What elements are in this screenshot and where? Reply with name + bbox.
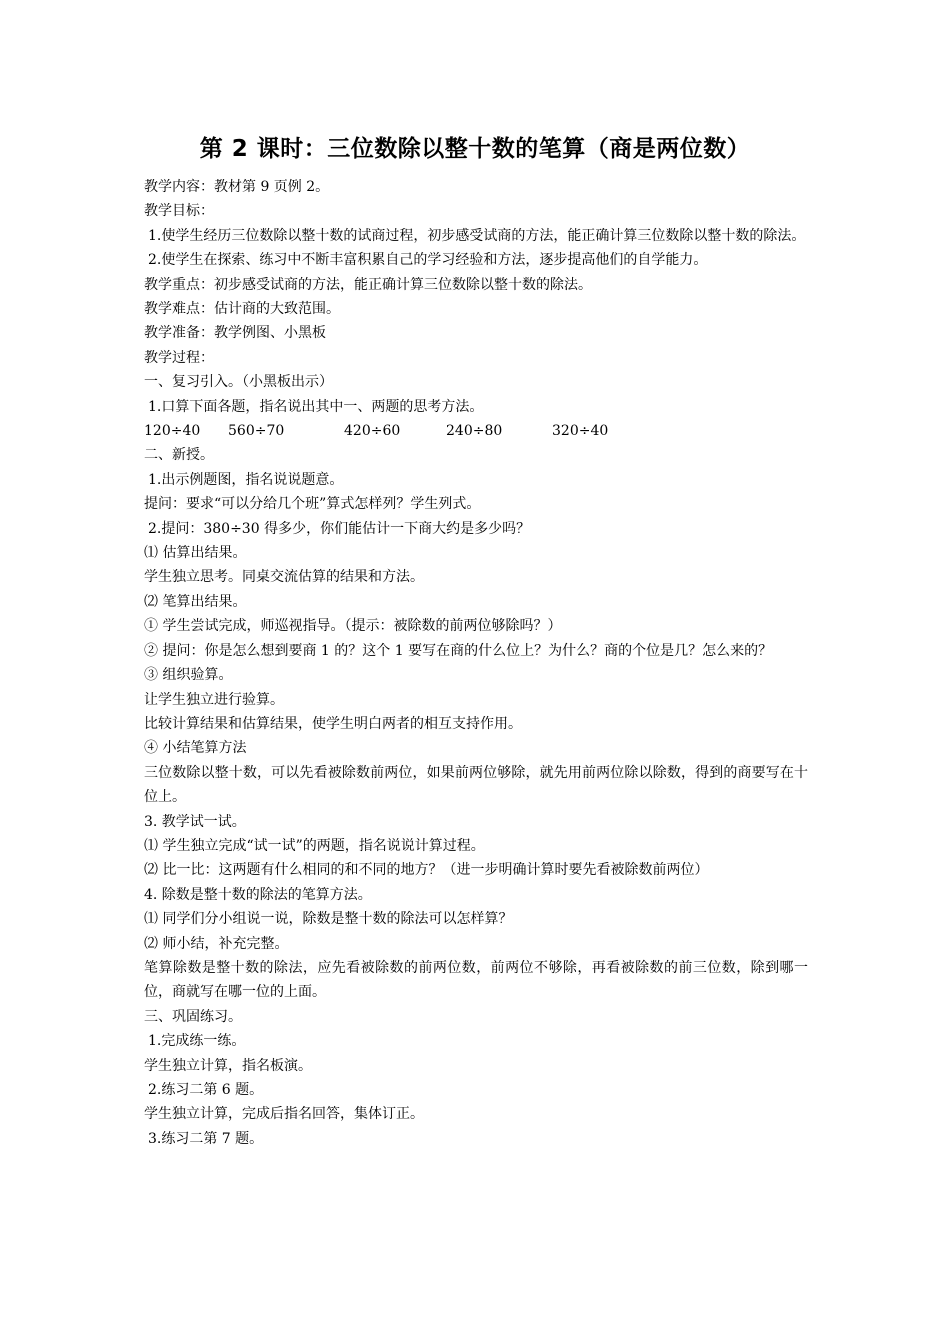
teaching-focus: 教学重点：初步感受试商的方法，能正确计算三位数除以整十数的除法。 — [144, 276, 592, 293]
paragraph-text: 学生独立计算，完成后指名回答，集体订正。 — [144, 1106, 424, 1123]
goal-2: 2.使学生在探索、练习中不断丰富积累自己的学习经验和方法，逐步提高他们的自学能力。 — [148, 252, 708, 269]
point-3: ③ 组织验算。 — [144, 667, 233, 684]
calc-item: 120÷40 — [144, 423, 201, 440]
new-step-2: 2.提问：380÷30 得多少，你们能估计一下商大约是多少吗？ — [148, 520, 531, 537]
goal-1: 1.使学生经历三位数除以整十数的试商过程，初步感受试商的方法，能正确计算三位数除以整十数的除法。 — [148, 227, 806, 244]
question-text: 提问：要求“可以分给几个班”算式怎样列？学生列式。 — [144, 496, 481, 513]
paragraph-text: 学生独立思考。同桌交流估算的结果和方法。 — [144, 569, 424, 586]
substep-written: ⑵ 笔算出结果。 — [144, 593, 247, 610]
method-paragraph: 笔算除数是整十数的除法，应先看被除数的前两位数，前两位不够除，再看被除数的前三位数，除到哪一位，商就写在哪一位的上面。 — [144, 959, 808, 1001]
substep-teacher-summary: ⑵ 师小结，补充完整。 — [144, 935, 289, 952]
substep-compare: ⑵ 比一比：这两题有什么相同的和不同的地方？（进一步明确计算时要先看被除数前两位） — [144, 862, 709, 879]
calc-item: 560÷70 — [228, 423, 285, 440]
calc-item: 320÷40 — [552, 423, 609, 440]
section-review: 一、复习引入。（小黑板出示） — [144, 374, 333, 391]
section-practice: 三、巩固练习。 — [144, 1008, 242, 1025]
section-new-lesson: 二、新授。 — [144, 447, 214, 464]
teaching-goals-heading: 教学目标： — [144, 203, 214, 220]
lesson-title: 第 2 课时：三位数除以整十数的笔算（商是两位数） — [199, 136, 751, 162]
teaching-preparation: 教学准备：教学例图、小黑板 — [144, 325, 326, 342]
summary-paragraph: 三位数除以整十数，可以先看被除数前两位，如果前两位够除，就先用前两位除以除数，得到的商要写在十位上。 — [144, 764, 808, 806]
paragraph-text: 让学生独立进行验算。 — [144, 691, 284, 708]
new-step-4: 4. 除数是整十数的除法的笔算方法。 — [144, 886, 372, 903]
oral-calculation-row — [144, 419, 808, 443]
substep-try: ⑴ 学生独立完成“试一试”的两题，指名说说计算过程。 — [144, 837, 485, 854]
new-step-1: 1.出示例题图，指名说说题意。 — [148, 471, 344, 488]
calc-item: 240÷80 — [446, 423, 503, 440]
paragraph-text: 学生独立计算，指名板演。 — [144, 1057, 312, 1074]
substep-estimate: ⑴ 估算出结果。 — [144, 545, 247, 562]
substep-discuss: ⑴ 同学们分小组说一说，除数是整十数的除法可以怎样算？ — [144, 911, 513, 928]
review-step-1: 1.口算下面各题，指名说出其中一、两题的思考方法。 — [148, 398, 484, 415]
teaching-difficulty: 教学难点：估计商的大致范围。 — [144, 301, 340, 318]
point-1: ① 学生尝试完成，师巡视指导。（提示：被除数的前两位够除吗？） — [144, 618, 562, 635]
paragraph-text: 比较计算结果和估算结果，使学生明白两者的相互支持作用。 — [144, 715, 522, 732]
teaching-content: 教学内容：教材第 9 页例 2。 — [144, 179, 330, 195]
teaching-process-heading: 教学过程： — [144, 349, 214, 366]
practice-step-3: 3.练习二第 7 题。 — [148, 1130, 264, 1147]
new-step-3: 3. 教学试一试。 — [144, 813, 246, 830]
practice-step-2: 2.练习二第 6 题。 — [148, 1082, 264, 1099]
point-4: ④ 小结笔算方法 — [144, 740, 247, 757]
practice-step-1: 1.完成练一练。 — [148, 1033, 246, 1050]
lesson-body — [144, 175, 808, 1151]
calc-item: 420÷60 — [344, 423, 401, 440]
point-2: ② 提问：你是怎么想到要商 1 的？这个 1 要写在商的什么位上？为什么？商的个位是几？怎么来的？ — [144, 642, 773, 659]
